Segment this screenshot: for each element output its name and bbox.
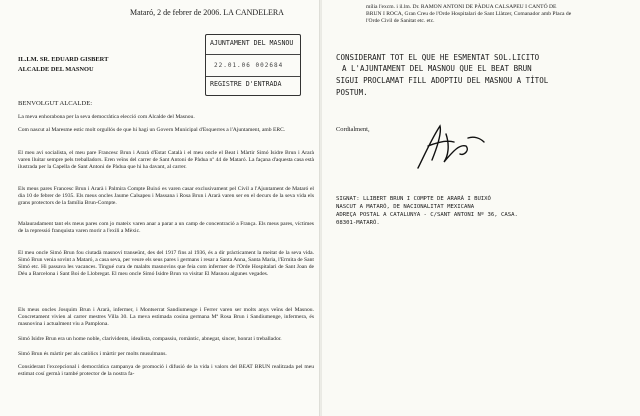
header-line-3: l'Orde Civil de Sanitat etc. etc. [366, 18, 435, 24]
stamp-registry: REGISTRE D'ENTRADA [210, 80, 282, 88]
paragraph-7: Els meus oncles Josquim Brun i Ararà, infermer, i Montserrat Sandiumenge i Ferrer varen ser molts anys veïns del Masnou. Concretament vivien al carrer mestres Villa 30. La meva estimada cosina germana Mª Rosa Brun i Sandiumenge, infermera, és masnovina i actualment viu a Pamplona. [18, 307, 314, 328]
petition-line-4: POSTUM. [336, 88, 368, 97]
paragraph-6: El meu oncle Simó Brun fou ciutadà masnoví transeünt, des del 1917 fins al 1936, és a dir pràcticament la meitat de la seva vida. Simó Brun venia sovint a Mataró, a casa seva, per veure els seus pares i germans i resar a Santa Anna, Santa Maria, l'Ermita de Sant Simó etc. Hi passava les vacances. Tingué cura de malalts masnovins que feia com infermer de l'Orde Hospitalari de Sant Joan de Déu a Barcelona i Sant Boi de Llobregat. El meu oncle Simó Isidre Brun va visitar El Masnou algunes vegades. [18, 250, 314, 278]
handwritten-signature [410, 116, 490, 176]
closing: Cordialment, [336, 126, 370, 133]
paragraph-9: Simó Brun és màrtir per als catòlics i màrtir per molts musulmans. [18, 351, 167, 357]
registry-stamp [205, 34, 301, 96]
paragraph-8: Simó Isidre Brun era un home noble, clarividents, idealista, compassiu, romàntic, abnegat, sincer, honrat i treballador. [18, 336, 282, 342]
recipient-line-1: IL.LM. SR. EDUARD GISBERT [18, 56, 109, 63]
petition-line-3: SIGUI PROCLAMAT FILL ADOPTIU DEL MASNOU A TÍTOL [336, 76, 549, 85]
paragraph-2: Com nascut al Maresme estic molt orgullós de que hi hagi un Govern Municipal d'Esquerres a l'Ajuntament, amb ERC. [18, 127, 286, 133]
header-line-2: BRUN I ROCA, Gran Creu de l'Orde Hospitalari de Sant Llàtzer, Comanador amb Placa de [366, 11, 572, 17]
petition-line-2: A L'AJUNTAMENT DEL MASNOU QUE EL BEAT BRUN [342, 64, 532, 73]
petition-line-1: CONSIDERANT TOT EL QUE HE ESMENTAT SOL.LICITO [336, 53, 540, 62]
stamp-number: 22.01.06 002684 [214, 62, 284, 69]
address-line: ADREÇA POSTAL A CATALUNYA - C/SANT ANTONI Nº 36, CASA. [336, 212, 518, 218]
birthplace-line: NASCUT A MATARÓ, DE NACIONALITAT MEXICANA [336, 204, 475, 210]
signed-by: SIGNAT: LLIBERT BRUN I COMPTE DE ARARÀ I BUIXÓ [336, 196, 491, 202]
paragraph-10: Considerant l'excepcional i democràtica campanya de promoció i difusió de la vida i valors del BEAT BRUN realitzada pel meu estimat cosí germà i també protector de la nostra fa- [18, 364, 314, 378]
salutation: BENVOLGUT ALCALDE: [18, 100, 93, 107]
stamp-title: AJUNTAMENT DEL MASNOU [210, 39, 294, 47]
paragraph-3: El meu avi socialista, el meu pare Francesc Brun i Ararà d'Estat Català i el meu oncle el Beat i Màrtir Simó Isidre Brun i Ararà varen lluitar sempre pels treballadors. Eren veïns del carrer de Sant Antoni de Pàdua nº 44 de Mataró. La façana d'aquesta casa està ilustrada per la Capella de Sant Antoni de Pàdua que hi ha davant, al carrer. [18, 150, 314, 171]
recipient-line-2: ALCALDE DEL MASNOU [18, 66, 94, 73]
date-line: Mataró, 2 de febrer de 2006. LA CANDELERA [130, 8, 284, 17]
letter-page-right [322, 0, 640, 416]
paragraph-1: La meva enhorabona per la seva democràtica elecció com Alcalde del Masnou. [18, 114, 195, 120]
postal-code-line: 08301-MATARÓ. [336, 220, 380, 226]
header-line-1: mília l'excm. i il.lm. Dr. RAMON ANTONI DE PÀDUA CALSAPEU I CANTÓ DE [366, 4, 557, 10]
paragraph-4: Els meus pares Francesc Brun i Ararà i Palmira Compte Buixó es varen casar exclusivament pel Civil a l'Ajuntament de Mataró el dia 10 de febrer de 1935. Els meus oncles Jaume Calsapeu i Massana i Rosa Brun i Ararà varen ser en el decurs de la seva vida els grans protectors de la família Brun-Compte. [18, 186, 314, 207]
paragraph-5: Malauradament tant els meus pares com jo mateix varen anar a parar a un camp de concentració a França. Els meus pares, víctimes de la repressió franquista varen morir a l'exili a Mèxic. [18, 221, 314, 235]
